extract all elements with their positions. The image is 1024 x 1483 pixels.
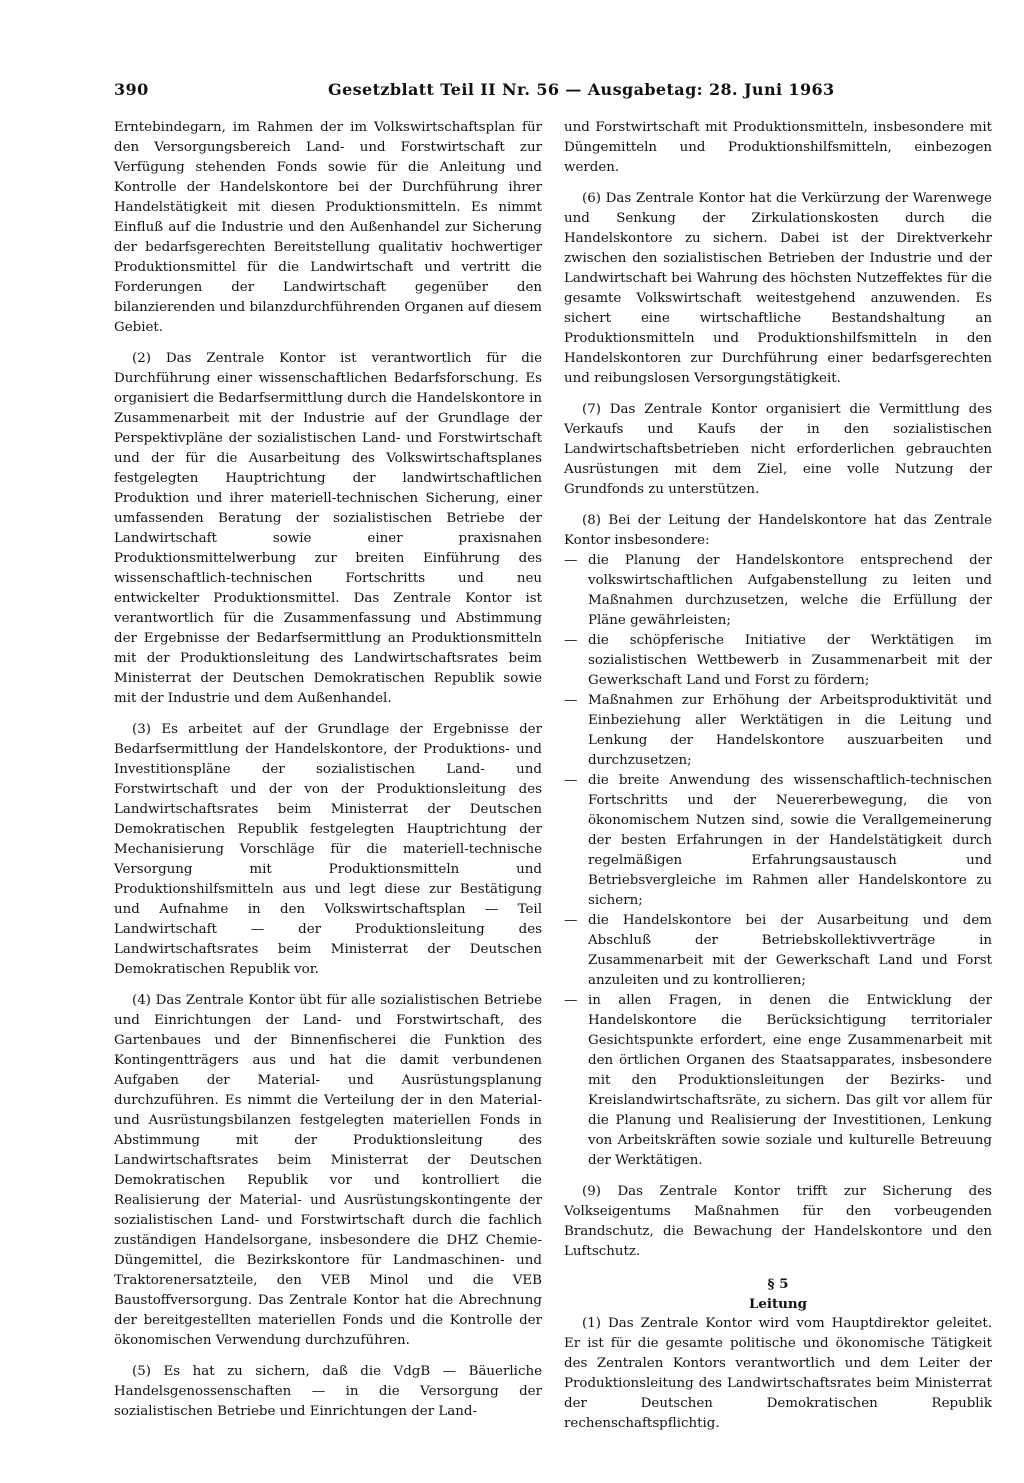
list-item: — die schöpferische Initiative der Werktätigen im sozialistischen Wettbewerb in Zusammenarbeit mit der Gewerkschaft Land und Forst zu fördern; xyxy=(564,631,992,691)
list-item: — die breite Anwendung des wissenschaftlich-technischen Fortschritts und der Neuererbewegung, die von ökonomischem Nutzen sind, sowie die Verallgemeinerung der besten Erfahrungen in der Handelstätigkeit durch regelmäßigen Erfahrungsaustausch und Betriebsvergleiche im Rahmen aller Handelskontore zu sichern; xyxy=(564,771,992,911)
paragraph-9: (9) Das Zentrale Kontor trifft zur Sicherung des Volkseigentums Maßnahmen für den vorbeugenden Brandschutz, die Bewachung der Handelskontore und den Luftschutz. xyxy=(564,1184,992,1259)
running-title: Gesetzblatt Teil II Nr. 56 — Ausgabetag: 28. Juni 1963 xyxy=(328,80,835,99)
list-item: — die Planung der Handelskontore entsprechend der volkswirtschaftlichen Aufgabenstellung zu leiten und Maßnahmen durchzusetzen, welche die Erfüllung der Pläne gewährleisten; xyxy=(564,551,992,631)
paragraph-5: (5) Es hat zu sichern, daß die VdgB — Bäuerliche Handelsgenossenschaften — in die Versorgung der sozialistischen Betriebe und Einrichtungen der Land- xyxy=(114,1364,542,1419)
paragraph-2: (2) Das Zentrale Kontor ist verantwortlich für die Durchführung einer wissenschaftlichen Bedarfsforschung. Es organisiert die Bedarfsermittlung durch die Handelskontore in Zusammenarbeit mit der Industrie auf der Grundlage der Perspektivpläne der sozialistischen Land- und Forstwirtschaft und der für die Ausarbeitung des Volkswirtschaftsplanes festgelegten Hauptrichtung der landwirtschaftlichen Produktion und ihrer materiell-technischen Sicherung, einer umfassenden Beratung der sozialistischen Betriebe der Landwirtschaft sowie einer praxisnahen Produktionsmittelwerbung zur breiten Einführung des wissenschaftlich-technischen Fortschritts und neu entwickelter Produktionsmittel. Das Zentrale Kontor ist verantwortlich für die Zusammenfassung und Abstimmung der Ergebnisse der Bedarfsermittlung an Produktionsmitteln mit der Produktionsleitung des Landwirtschaftsrates beim Ministerrat der Deutschen Demokratischen Republik sowie mit der Industrie und dem Außenhandel. xyxy=(114,351,542,706)
paragraph-4: (4) Das Zentrale Kontor übt für alle sozialistischen Betriebe und Einrichtungen der Land- und Forstwirtschaft, des Gartenbaues und der Binnenfischerei die Funktion des Kontingentträgers aus und hat die damit verbundenen Aufgaben der Material- und Ausrüstungsplanung durchzuführen. Es nimmt die Verteilung der in den Material- und Ausrüstungsbilanzen festgelegten materiellen Fonds in Abstimmung mit der Produktionsleitung des Landwirtschaftsrates beim Ministerrat der Deutschen Demokratischen Republik vor und kontrolliert die Realisierung der Material- und Ausrüstungskontingente der sozialistischen Land- und Forstwirtschaft durch die fachlich zuständigen Handelsorgane, insbesondere die DHZ Chemie-Düngemittel, die Bezirkskontore für Landmaschinen- und Traktorenersatzteile, den VEB Minol und die VEB Baustoffversorgung. Das Zentrale Kontor hat die Abrechnung der bereitgestellten materiellen Fonds und die Kontrolle der ökonomischen Verwendung durchzuführen. xyxy=(114,993,542,1348)
paragraph-continuation: Erntebindegarn, im Rahmen der im Volkswirtschaftsplan für den Versorgungsbereich Land- und Forstwirtschaft zur Verfügung stehenden Fonds sowie für die Anleitung und Kontrolle der Handelskontore bei der Durchführung ihrer Handelstätigkeit mit diesen Produktionsmitteln. Es nimmt Einfluß auf die Industrie und den Außenhandel zur Sicherung der bedarfsgerechten Bereitstellung qualitativ hochwertiger Produktionsmittel für die Landwirtschaft und vertritt die Forderungen der Landwirtschaft gegenüber den bilanzierenden und bilanzdurchführenden Organen auf diesem Gebiet. xyxy=(114,120,542,335)
section-5-paragraph-1: (1) Das Zentrale Kontor wird vom Hauptdirektor geleitet. Er ist für die gesamte politische und ökonomische Tätigkeit des Zentralen Kontors verantwortlich und dem Leiter der Produktionsleitung des Landwirtschaftsrates beim Ministerrat der Deutschen Demokratischen Republik rechenschaftspflichtig. xyxy=(564,1316,992,1431)
paragraph-5-continuation: und Forstwirtschaft mit Produktionsmitteln, insbesondere mit Düngemitteln und Produktionshilfsmitteln, einbezogen werden. xyxy=(564,120,992,175)
left-column xyxy=(114,118,542,1422)
list-item: — in allen Fragen, in denen die Entwicklung der Handelskontore die Berücksichtigung territorialer Gesichtspunkte erfordert, eine enge Zusammenarbeit mit den örtlichen Organen des Staatsapparates, insbesondere mit den Produktionsleitungen der Bezirks- und Kreislandwirtschaftsräte, zu sichern. Das gilt vor allem für die Planung und Realisierung der Investitionen, Lenkung von Arbeitskräften sowie soziale und kulturelle Betreuung der Werktätigen. xyxy=(564,991,992,1171)
right-column xyxy=(564,118,992,1434)
list-item: — Maßnahmen zur Erhöhung der Arbeitsproduktivität und Einbeziehung aller Werktätigen in die Leitung und Lenkung der Handelskontore auszuarbeiten und durchzusetzen; xyxy=(564,691,992,771)
paragraph-8: (8) Bei der Leitung der Handelskontore hat das Zentrale Kontor insbesondere: xyxy=(564,513,992,548)
paragraph-7: (7) Das Zentrale Kontor organisiert die Vermittlung des Verkaufs und Kaufs der in den sozialistischen Landwirtschaftsbetrieben nicht erforderlichen gebrauchten Ausrüstungen mit dem Ziel, eine volle Nutzung der Grundfonds zu unterstützen. xyxy=(564,402,992,497)
duties-list xyxy=(564,551,992,1171)
list-item: — die Handelskontore bei der Ausarbeitung und dem Abschluß der Betriebskollektivverträge in Zusammenarbeit mit der Gewerkschaft Land und Forst anzuleiten und zu kontrollieren; xyxy=(564,911,992,991)
section-title: Leitung xyxy=(748,1296,808,1312)
paragraph-3: (3) Es arbeitet auf der Grundlage der Ergebnisse der Bedarfsermittlung der Handelskontore, der Produktions- und Investitionspläne der sozialistischen Land- und Forstwirtschaft und der von der Produktionsleitung des Landwirtschaftsrates beim Ministerrat der Deutschen Demokratischen Republik festgelegten Hauptrichtung der Mechanisierung Vorschläge für die materiell-technische Versorgung mit Produktionsmitteln und Produktionshilfsmitteln aus und legt diese zur Bestätigung und Aufnahme in den Volkswirtschaftsplan — Teil Landwirtschaft — der Produktionsleitung des Landwirtschaftsrates beim Ministerrat der Deutschen Demokratischen Republik vor. xyxy=(114,722,542,977)
page-number: 390 xyxy=(114,80,149,99)
paragraph-6: (6) Das Zentrale Kontor hat die Verkürzung der Warenwege und Senkung der Zirkulationskosten durch die Handelskontore zu sichern. Dabei ist der Direktverkehr zwischen den sozialistischen Betrieben der Industrie und der Landwirtschaft bei Wahrung des höchsten Nutzeffektes für die gesamte Volkswirtschaft weitestgehend anzuwenden. Es sichert eine wirtschaftliche Bestandshaltung an Produktionsmitteln und Produktionshilfsmitteln in den Handelskontoren zur Durchführung einer bedarfsgerechten und reibungslosen Versorgungstätigkeit. xyxy=(564,191,992,386)
section-number: § 5 xyxy=(767,1276,789,1292)
page-header xyxy=(114,80,874,104)
